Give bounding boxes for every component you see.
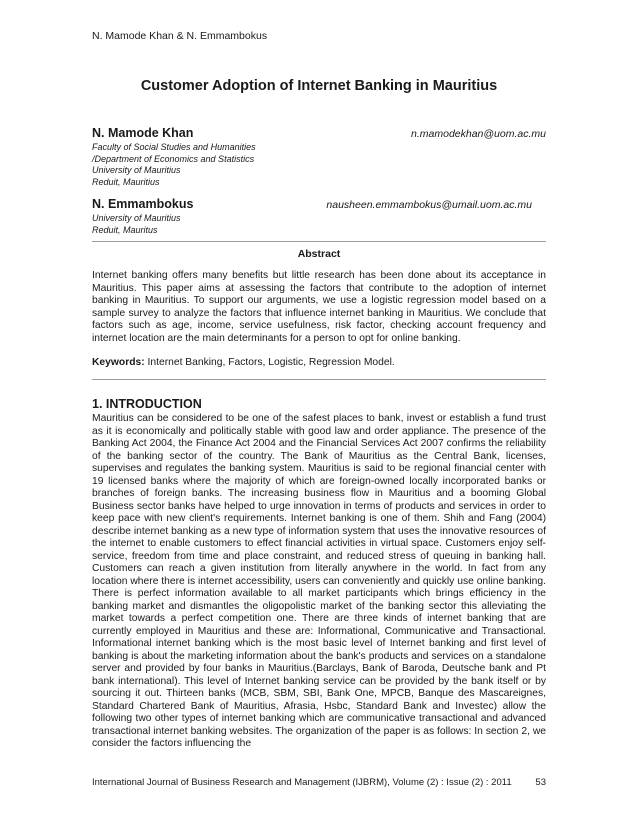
author-email[interactable]: n.mamodekhan@uom.ac.mu [411,128,546,140]
author-affiliation-line: Reduit, Mauritus [92,224,158,235]
running-head: N. Mamode Khan & N. Emmambokus [92,30,268,42]
author-block-1 [92,126,546,188]
page-number: 53 [535,777,546,788]
author-name: N. Emmambokus [92,197,194,211]
page-footer [92,777,546,788]
divider-rule [92,241,546,242]
section-text: Mauritius can be considered to be one of the safest places to bank, invest or establish a fund trust as it is economically and politically stable with good law and order appliance. The presence of the Banking Act 2004, the Finance Act 2004 and the Financial Services Act 2007 confirms the reliability of the banking sector of the country. The Bank of Mauritius as the Central Bank, licenses, supervises and regulates the banking system. Mauritius is said to be regional financial center with 19 licensed banks where the majority of which are foreign-owned locally incorporated banks or branches of foreign banks. The increasing business flow in Mauritius and a booming Global Business sector banks have helped to urge innovation in terms of products and services in order to keep pace with new client's requirements. Internet banking is one of them. Shih and Fang (2004) describe internet banking as a new type of information system that uses the innovative resources of the internet to enable customers to effect financial activities in virtual space. Customers enjoy self-service, freedom from time and place constraint, and reduced stress of queuing in banking hall. Customers can reach a given institution from literally anywhere in the world. In fact from any location where there is internet accessibility, users can conveniently and quickly use online banking. There is perfect information available to all market participants which brings efficiency in the banking market and dismantles the oligopolistic market of the banking sector this alleviating the market towards a perfect competition one. There are three kinds of internet banking that are currently employed in Mauritius and these are: Informational, Communicative and Transactional. Informational internet banking which is the most basic level of Internet banking and first level of banking is about the marketing information about the bank's products and services on a standalone server and provided by four banks in Mauritius.(Barclays, Bank of Baroda, Deutsche bank and Pt bank international). This level of Internet banking service can be provided by the bank itself or by sourcing it out. Thirteen banks (MCB, SBM, SBI, Bank One, MPCB, Banque des Mascareignes, Standard Chartered Bank of Mauritius, Afrasia, Hsbc, Standard Bank and Investec) allow the following two other types of internet banking which are communicative transactional and advanced transactional internet banking websites. The organization of the paper is as follows: In section 2, we consider the factors influencing the [92,413,546,749]
footer-journal: International Journal of Business Research and Management (IJBRM), Volume (2) : Issue (2) : 2011 [92,777,512,788]
keywords-text: Internet Banking, Factors, Logistic, Regression Model. [144,357,395,368]
abstract-text: Internet banking offers many benefits but little research has been done about its acceptance in Mauritius. This paper aims at assessing the factors that contribute to the adoption of internet banking in Mauritius. To support our arguments, we use a logistic regression model based on a sample survey to analyze the factors that influence internet banking in Mauritius. We conclude that factors such as age, income, service usefulness, risk factor, checking account frequency and internet location are the main determinants for a person to opt for online banking. [92,270,546,344]
abstract-heading: Abstract [297,248,341,260]
keywords-label: Keywords: [92,357,145,368]
section-heading: 1. INTRODUCTION [92,397,202,411]
author-name: N. Mamode Khan [92,126,194,140]
divider-rule [92,379,546,380]
author-affiliation-line: University of Mauritius [92,213,181,223]
keywords [92,357,546,368]
author-block-2 [92,197,546,236]
author-affiliation-line: /Department of Economics and Statistics [92,153,255,164]
author-affiliation-line: University of Mauritius [92,165,181,175]
paper-title: Customer Adoption of Internet Banking in Mauritius [140,78,498,94]
author-email[interactable]: nausheen.emmambokus@umail.uom.ac.mu [326,199,532,211]
author-affiliation-line: Reduit, Mauritius [92,176,160,187]
author-affiliation-line: Faculty of Social Studies and Humanities [92,142,256,152]
